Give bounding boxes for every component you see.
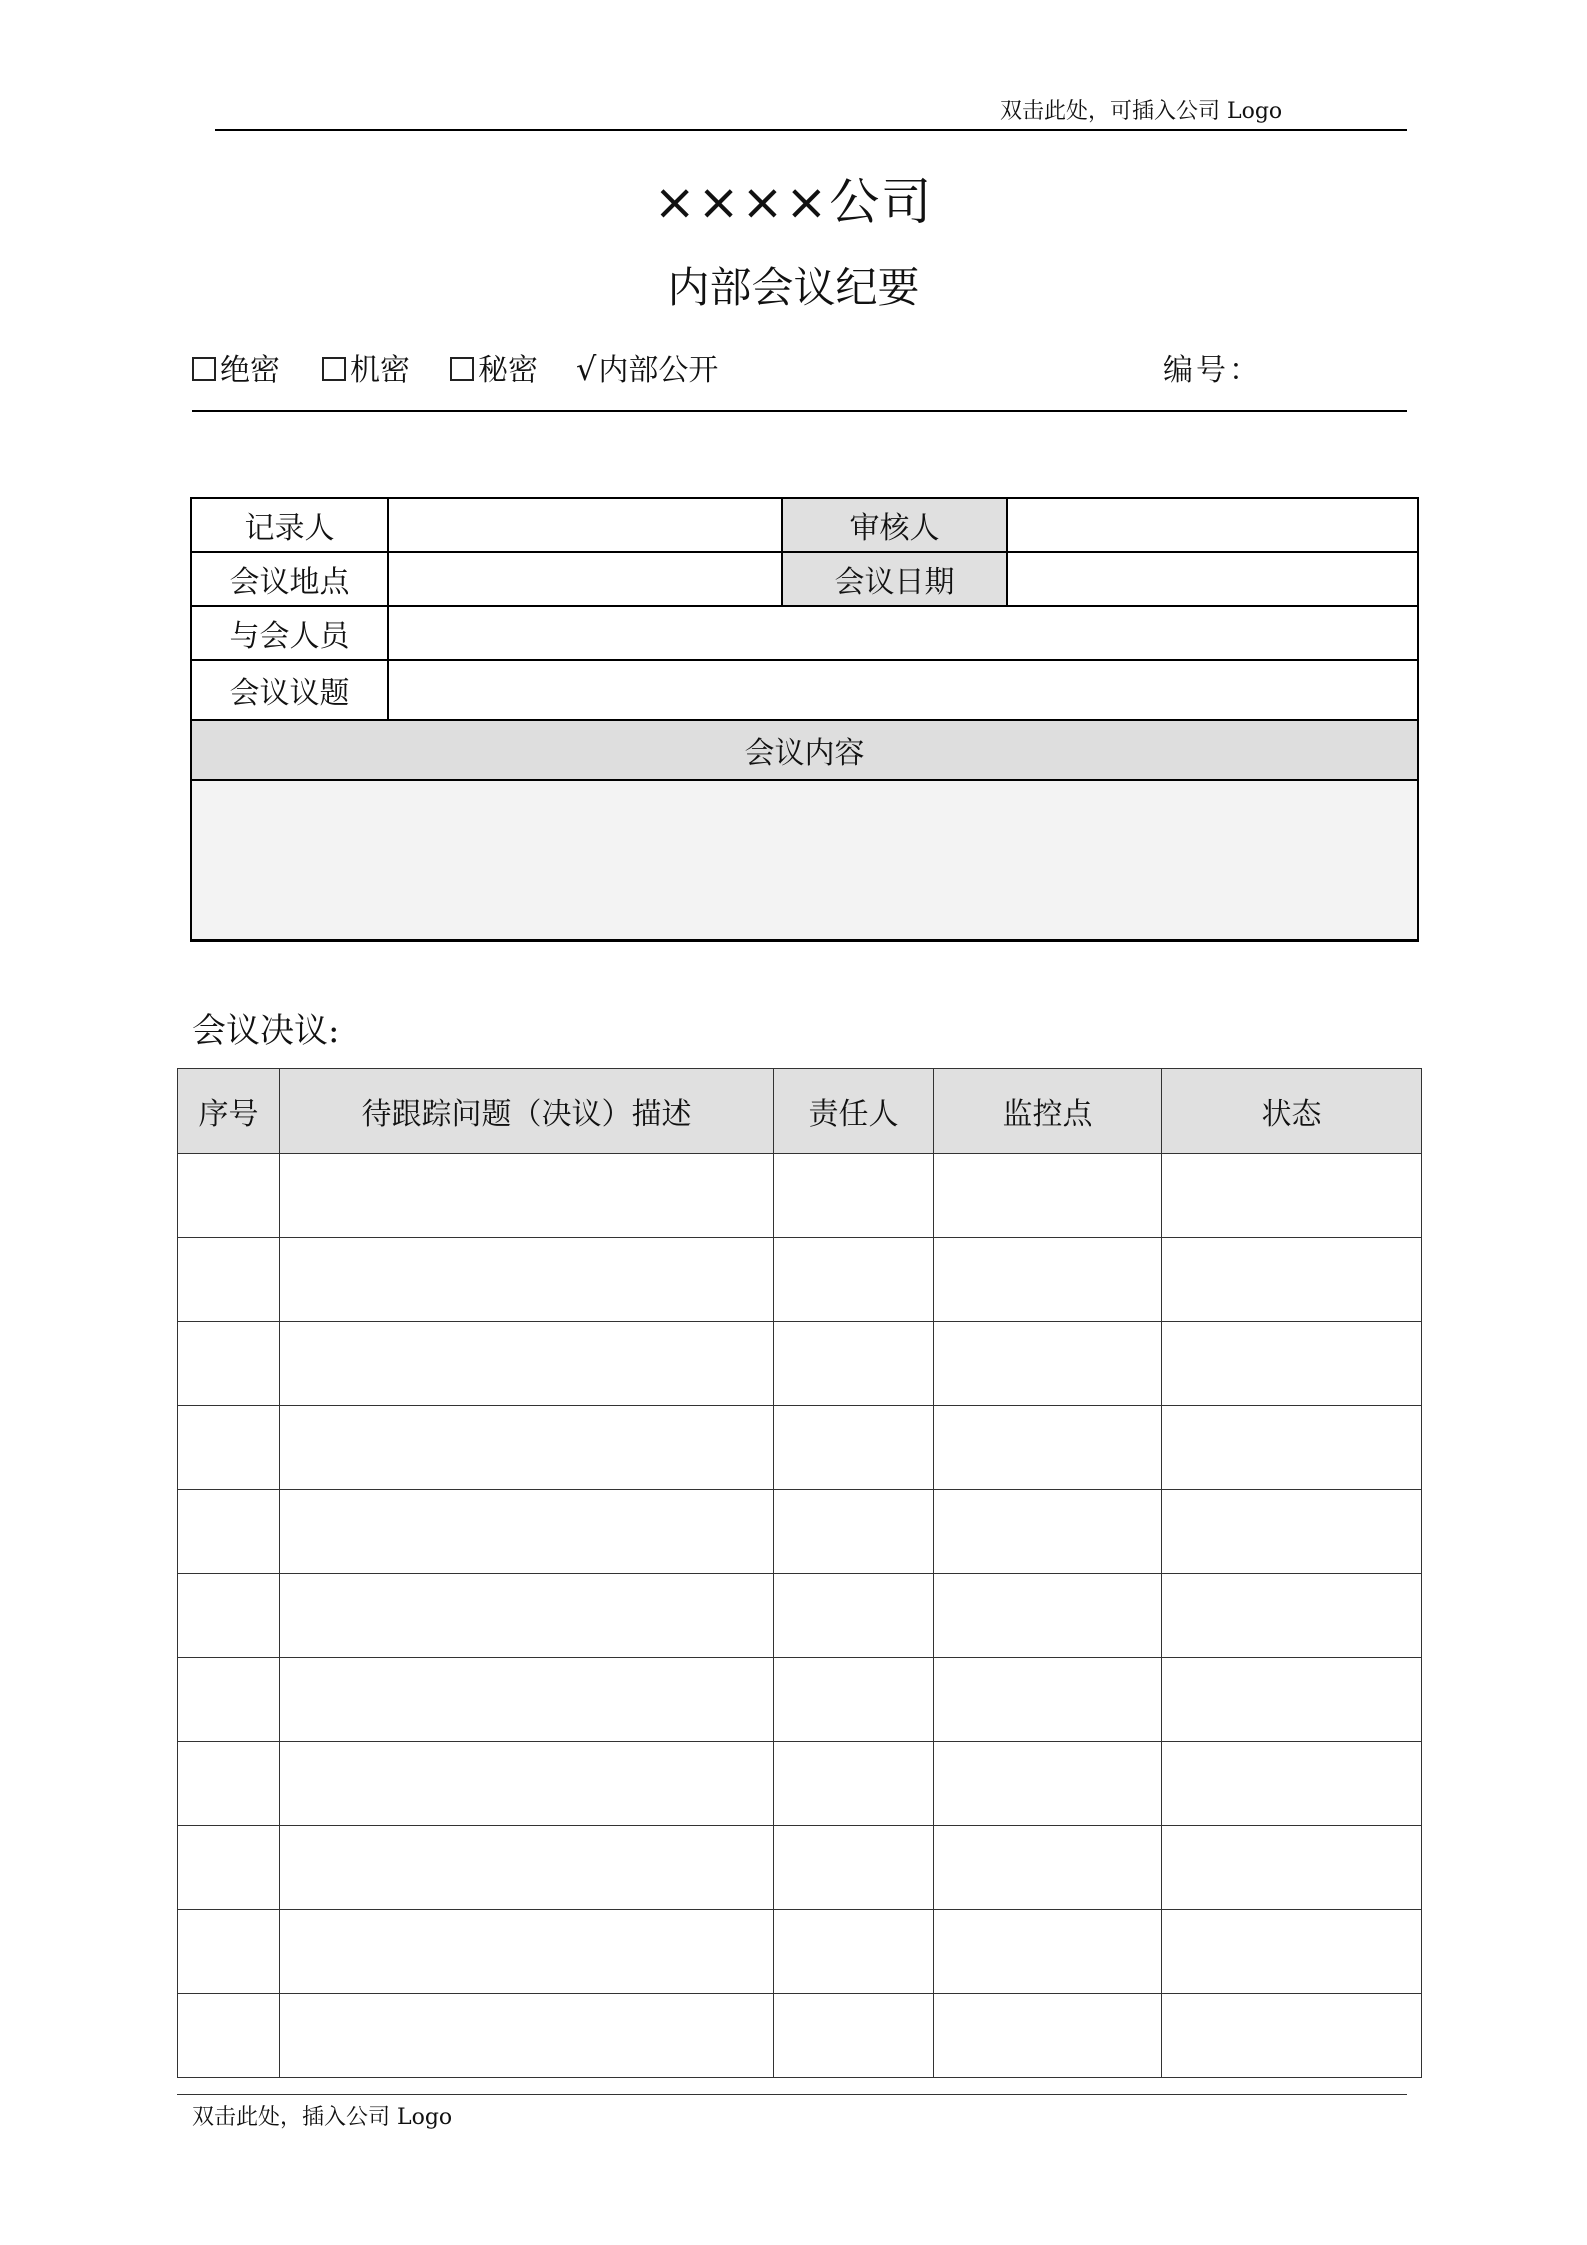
location-label: 会议地点	[191, 552, 388, 606]
owner-cell[interactable]	[774, 1658, 934, 1742]
serial-number-label: 编号：	[1163, 353, 1262, 388]
description-cell[interactable]	[280, 1826, 774, 1910]
classification-option-top-secret[interactable]	[192, 345, 280, 389]
owner-cell[interactable]	[774, 1154, 934, 1238]
owner-cell[interactable]	[774, 1994, 934, 2078]
status-cell[interactable]	[1162, 1490, 1422, 1574]
description-cell[interactable]	[280, 1238, 774, 1322]
owner-cell[interactable]	[774, 1826, 934, 1910]
checkpoint-cell[interactable]	[934, 1238, 1162, 1322]
attendees-field[interactable]	[388, 606, 1418, 660]
checkpoint-cell[interactable]	[934, 1406, 1162, 1490]
status-cell[interactable]	[1162, 1154, 1422, 1238]
checkpoint-cell[interactable]	[934, 1994, 1162, 2078]
index-cell[interactable]	[178, 1322, 280, 1406]
description-cell[interactable]	[280, 1910, 774, 1994]
header-divider	[215, 129, 1407, 131]
checkpoint-cell[interactable]	[934, 1154, 1162, 1238]
resolutions-body	[178, 1154, 1422, 2078]
owner-cell[interactable]	[774, 1490, 934, 1574]
status-cell[interactable]	[1162, 1238, 1422, 1322]
checkpoint-cell[interactable]	[934, 1742, 1162, 1826]
classification-option-confidential[interactable]	[322, 345, 410, 389]
checkbox-unchecked-icon[interactable]	[192, 357, 216, 381]
index-cell[interactable]	[178, 1994, 280, 2078]
meeting-info-table	[190, 497, 1419, 942]
owner-cell[interactable]	[774, 1574, 934, 1658]
owner-cell[interactable]	[774, 1742, 934, 1826]
status-cell[interactable]	[1162, 1826, 1422, 1910]
footer-divider	[177, 2094, 1407, 2095]
status-cell[interactable]	[1162, 1910, 1422, 1994]
status-cell[interactable]	[1162, 1742, 1422, 1826]
column-header-checkpoint: 监控点	[934, 1069, 1162, 1154]
table-row	[178, 1574, 1422, 1658]
resolutions-heading: 会议决议:	[192, 1011, 340, 1051]
resolutions-table	[177, 1068, 1422, 2078]
classification-label: 秘密	[478, 353, 538, 388]
recorder-label: 记录人	[191, 498, 388, 552]
table-row	[178, 1658, 1422, 1742]
owner-cell[interactable]	[774, 1910, 934, 1994]
table-row	[178, 1742, 1422, 1826]
header-logo-placeholder[interactable]: 双击此处，可插入公司 Logo	[1000, 99, 1283, 124]
description-cell[interactable]	[280, 1742, 774, 1826]
content-header: 会议内容	[191, 720, 1418, 780]
checkpoint-cell[interactable]	[934, 1910, 1162, 1994]
index-cell[interactable]	[178, 1154, 280, 1238]
checkpoint-cell[interactable]	[934, 1490, 1162, 1574]
status-cell[interactable]	[1162, 1658, 1422, 1742]
status-cell[interactable]	[1162, 1994, 1422, 2078]
date-label: 会议日期	[782, 552, 1007, 606]
attendees-label: 与会人员	[191, 606, 388, 660]
index-cell[interactable]	[178, 1238, 280, 1322]
description-cell[interactable]	[280, 1994, 774, 2078]
status-cell[interactable]	[1162, 1574, 1422, 1658]
owner-cell[interactable]	[774, 1322, 934, 1406]
owner-cell[interactable]	[774, 1238, 934, 1322]
table-row	[178, 1154, 1422, 1238]
company-title: ××××公司	[653, 173, 934, 231]
checkpoint-cell[interactable]	[934, 1322, 1162, 1406]
column-header-description: 待跟踪问题（决议）描述	[280, 1069, 774, 1154]
classification-divider	[192, 410, 1407, 412]
index-cell[interactable]	[178, 1490, 280, 1574]
table-row	[178, 1910, 1422, 1994]
description-cell[interactable]	[280, 1490, 774, 1574]
table-row	[178, 1406, 1422, 1490]
table-row	[178, 1238, 1422, 1322]
date-field[interactable]	[1007, 552, 1418, 606]
index-cell[interactable]	[178, 1574, 280, 1658]
index-cell[interactable]	[178, 1826, 280, 1910]
index-cell[interactable]	[178, 1742, 280, 1826]
checkpoint-cell[interactable]	[934, 1658, 1162, 1742]
table-row	[178, 1490, 1422, 1574]
owner-cell[interactable]	[774, 1406, 934, 1490]
classification-option-secret[interactable]	[450, 345, 538, 389]
classification-option-internal-public[interactable]	[576, 345, 718, 389]
content-field[interactable]	[191, 780, 1418, 941]
reviewer-field[interactable]	[1007, 498, 1418, 552]
column-header-owner: 责任人	[774, 1069, 934, 1154]
classification-label: 机密	[350, 353, 410, 388]
checkpoint-cell[interactable]	[934, 1826, 1162, 1910]
classification-row	[192, 345, 1407, 393]
checkbox-unchecked-icon[interactable]	[322, 357, 346, 381]
status-cell[interactable]	[1162, 1322, 1422, 1406]
topic-field[interactable]	[388, 660, 1418, 720]
description-cell[interactable]	[280, 1574, 774, 1658]
index-cell[interactable]	[178, 1658, 280, 1742]
table-row	[178, 1322, 1422, 1406]
checkmark-icon[interactable]: √	[576, 350, 597, 388]
checkpoint-cell[interactable]	[934, 1574, 1162, 1658]
topic-label: 会议议题	[191, 660, 388, 720]
index-cell[interactable]	[178, 1406, 280, 1490]
resolutions-header-row	[178, 1069, 1422, 1154]
index-cell[interactable]	[178, 1910, 280, 1994]
description-cell[interactable]	[280, 1322, 774, 1406]
column-header-index: 序号	[178, 1069, 280, 1154]
status-cell[interactable]	[1162, 1406, 1422, 1490]
checkbox-unchecked-icon[interactable]	[450, 357, 474, 381]
table-row	[178, 1826, 1422, 1910]
document-title: 内部会议纪要	[667, 263, 920, 312]
description-cell[interactable]	[280, 1658, 774, 1742]
location-field[interactable]	[388, 552, 782, 606]
recorder-field[interactable]	[388, 498, 782, 552]
footer-logo-placeholder[interactable]: 双击此处，插入公司 Logo	[192, 2105, 453, 2130]
classification-label: 绝密	[220, 353, 280, 388]
column-header-status: 状态	[1162, 1069, 1422, 1154]
description-cell[interactable]	[280, 1406, 774, 1490]
classification-label: 内部公开	[598, 353, 719, 388]
description-cell[interactable]	[280, 1154, 774, 1238]
reviewer-label: 审核人	[782, 498, 1007, 552]
table-row	[178, 1994, 1422, 2078]
